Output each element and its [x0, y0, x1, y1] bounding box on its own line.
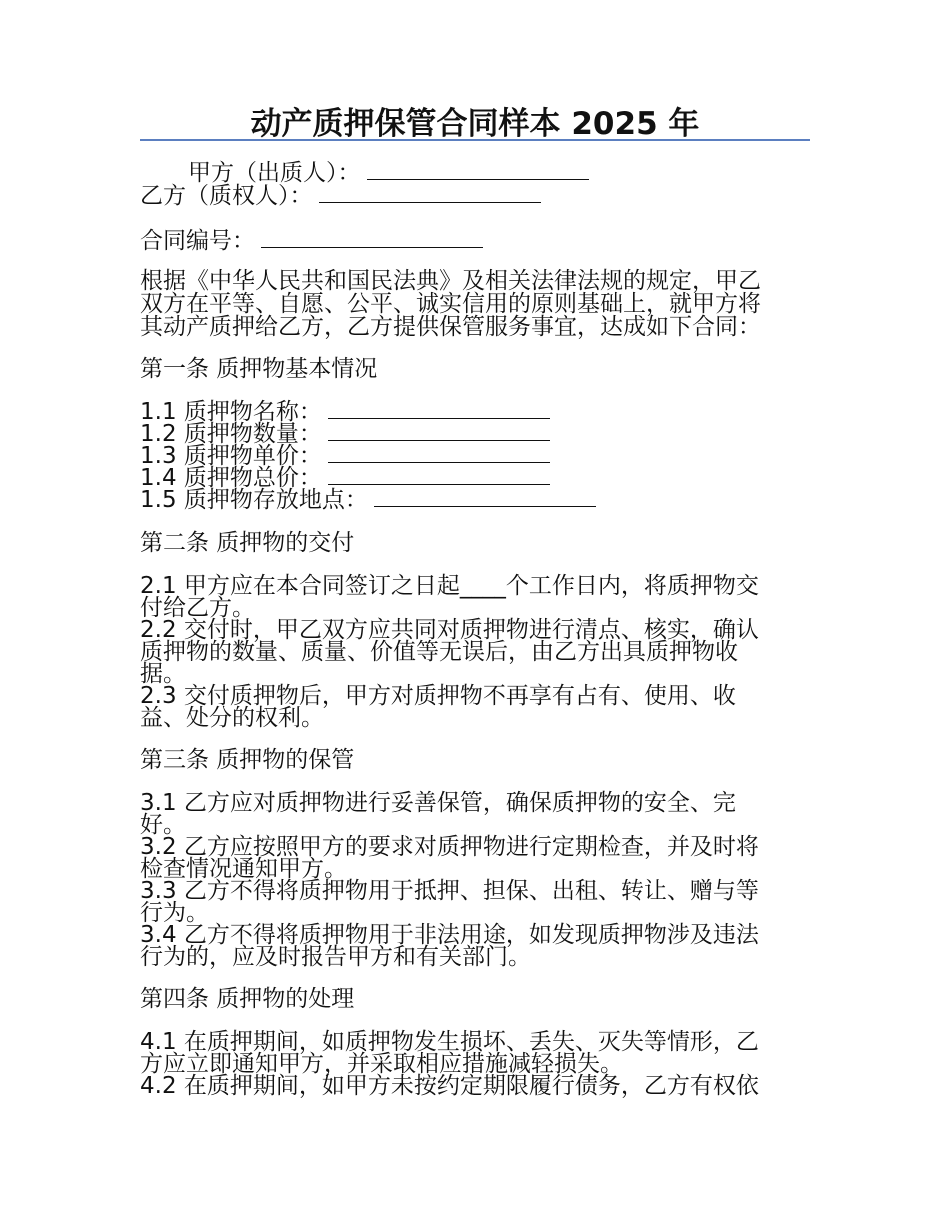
clause-blank	[328, 468, 550, 485]
clause-line: 3.3 乙方不得将质押物用于抵押、担保、出租、转让、赠与等	[140, 878, 759, 904]
clause-line: 检查情况通知甲方。	[140, 856, 347, 882]
clause-label: 1.3 质押物单价：	[140, 443, 322, 469]
clause-label: 1.4 质押物总价：	[140, 465, 322, 491]
clause-line: 2.3 交付质押物后，甲方对质押物不再享有占有、使用、收	[140, 683, 736, 709]
clause-label: 1.2 质押物数量：	[140, 421, 322, 447]
clause-line: 2.1 甲方应在本合同签订之日起____个工作日内，将质押物交	[140, 573, 759, 599]
clause-line: 行为。	[140, 900, 209, 926]
clause-line	[140, 423, 820, 445]
clause-line: 4.1 在质押期间，如质押物发生损坏、丢失、灭失等情形，乙	[140, 1029, 759, 1055]
section-heading: 第四条 质押物的处理	[140, 986, 355, 1012]
clause-line	[140, 467, 820, 489]
clause-line: 方应立即通知甲方，并采取相应措施减轻损失。	[140, 1051, 623, 1077]
section-heading: 第三条 质押物的保管	[140, 747, 355, 773]
document-title: 动产质押保管合同样本 2025 年	[250, 106, 700, 142]
preamble-line: 根据《中华人民共和国民法典》及相关法律法规的规定，甲乙	[140, 268, 761, 294]
preamble-line: 其动产质押给乙方，乙方提供保管服务事宜，达成如下合同：	[140, 314, 761, 340]
contract-number-label: 合同编号：	[140, 228, 255, 254]
party-b-label: 乙方（质权人）：	[140, 183, 313, 209]
party-b-blank	[319, 186, 541, 203]
clause-line: 3.1 乙方应对质押物进行妥善保管，确保质押物的安全、完	[140, 790, 736, 816]
section-heading: 第二条 质押物的交付	[140, 530, 355, 556]
clause-line: 好。	[140, 812, 186, 838]
clause-line: 行为的，应及时报告甲方和有关部门。	[140, 944, 531, 970]
clause-blank	[374, 490, 596, 507]
party-a-line	[188, 162, 868, 184]
clause-line	[140, 401, 820, 423]
clause-label: 1.5 质押物存放地点：	[140, 487, 368, 513]
clause-line: 据。	[140, 661, 186, 687]
clause-label: 1.1 质押物名称：	[140, 399, 322, 425]
clause-line: 付给乙方。	[140, 595, 255, 621]
contract-number-line	[140, 230, 820, 252]
clause-blank	[328, 402, 550, 419]
clause-line	[140, 489, 820, 511]
party-b-line	[140, 185, 820, 207]
clause-line: 质押物的数量、质量、价值等无误后，由乙方出具质押物收	[140, 639, 738, 665]
clause-line: 益、处分的权利。	[140, 705, 324, 731]
clause-line: 2.2 交付时，甲乙双方应共同对质押物进行清点、核实，确认	[140, 617, 759, 643]
clause-blank	[328, 446, 550, 463]
title-underline	[140, 139, 810, 141]
section-heading: 第一条 质押物基本情况	[140, 356, 378, 382]
clause-line: 4.2 在质押期间，如甲方未按约定期限履行债务，乙方有权依	[140, 1073, 759, 1099]
clause-line: 3.4 乙方不得将质押物用于非法用途，如发现质押物涉及违法	[140, 922, 759, 948]
clause-line: 3.2 乙方应按照甲方的要求对质押物进行定期检查，并及时将	[140, 834, 759, 860]
preamble-line: 双方在平等、自愿、公平、诚实信用的原则基础上，就甲方将	[140, 291, 761, 317]
party-a-label: 甲方（出质人）：	[188, 160, 361, 186]
clause-line	[140, 445, 820, 467]
clause-blank	[328, 424, 550, 441]
party-a-blank	[367, 163, 589, 180]
contract-number-blank	[261, 231, 483, 248]
